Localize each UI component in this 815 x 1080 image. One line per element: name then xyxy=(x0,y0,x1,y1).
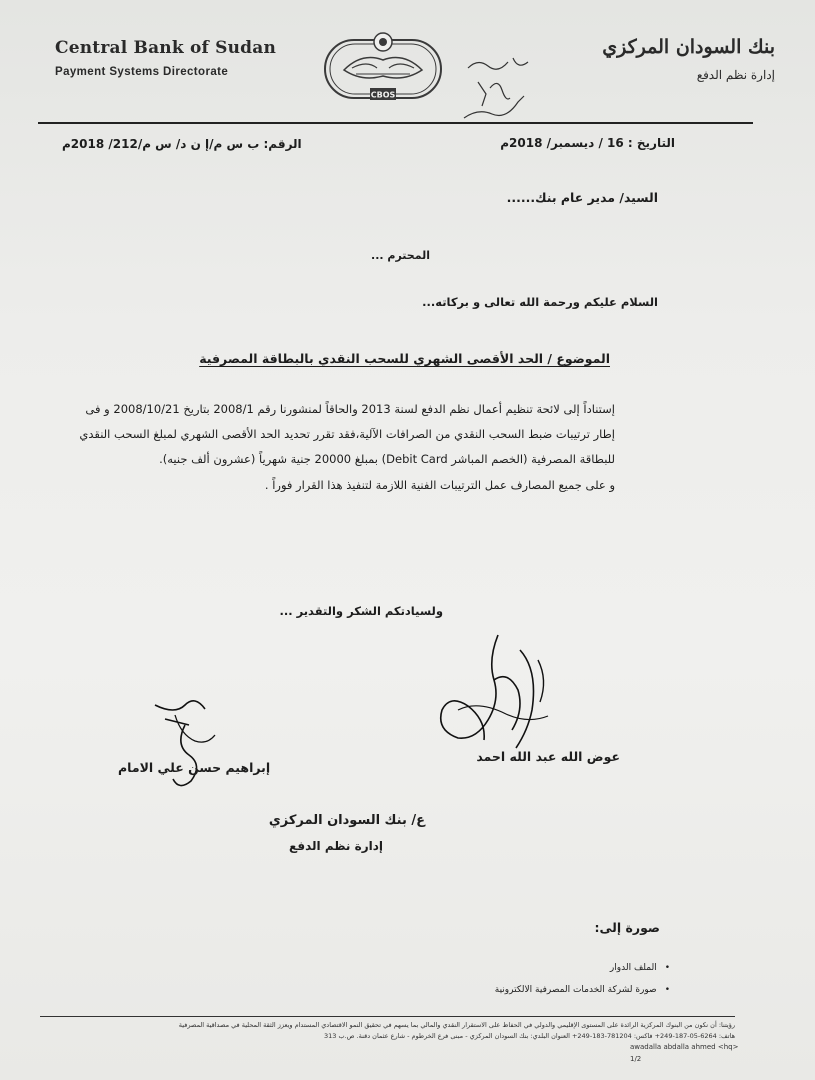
signatory-left-name: إبراهيم حسن علي الامام xyxy=(118,760,271,775)
arabic-title: بنك السودان المركزي xyxy=(602,36,775,58)
signature-left xyxy=(145,695,225,795)
signature-right xyxy=(428,630,563,760)
copy-item-2: • صورة لشركة الخدمات المصرفية الالكترونية xyxy=(495,985,670,995)
copy-item-1: • الملف الدوار xyxy=(610,963,670,973)
english-title: Central Bank of Sudan xyxy=(55,38,277,58)
footer-page-number: 1/2 xyxy=(630,1055,642,1063)
handwritten-routing-note xyxy=(458,48,538,128)
logo-text: CBOS xyxy=(370,90,396,100)
reference-number: الرقم: ب س م/إ ن د/ س م/212/ 2018م xyxy=(62,137,302,151)
copies-heading: صورة إلى: xyxy=(594,920,660,935)
arabic-subtitle: إدارة نظم الدفع xyxy=(696,68,775,82)
signatory-right-name: عوض الله عبد الله احمد xyxy=(476,749,620,764)
header-arabic xyxy=(602,36,775,82)
body-line-3: للبطاقة المصرفية (الخصم المباشر Debit Card) بمبلغ 20000 جنية شهرياً (عشرون ألف جنيه). xyxy=(159,452,615,466)
letter-date: التاريخ : 16 / ديسمبر/ 2018م xyxy=(500,136,675,150)
footer-contacts: هاتف: 6264-05-187-249+ فاكس: 781204-183-249+ العنوان البلدي: بنك السودان المركزي - مبنى فرع الخرطوم - شارع عثمان دقنة. ص.ب 313 xyxy=(324,1032,735,1040)
subject-line: الموضوع / الحد الأقصى الشهري للسحب النقدي بالبطاقة المصرفية xyxy=(199,351,610,366)
central-bank-logo xyxy=(322,30,444,106)
footer-vision: رؤيتنا: أن نكون من البنوك المركزية الرائدة على المستوى الإقليمي والدولي في الحفاظ على الاستقرار النقدي والمالي بما يسهم في تحقيق النمو الاقتصادي المستدام ويعزز الثقة المحلية في مصداقية المصرفية xyxy=(178,1021,735,1029)
addressee: السيد/ مدير عام بنك...... xyxy=(506,190,658,205)
footer-author: awadalla abdalla ahmed <hq> xyxy=(630,1043,739,1051)
header-english xyxy=(55,38,276,78)
english-subtitle: Payment Systems Directorate xyxy=(55,66,229,78)
greeting: السلام عليكم ورحمة الله تعالى و بركاته... xyxy=(422,295,658,309)
body-line-2: إطار ترتيبات ضبط السحب النقدي من الصرافات الآلية،فقد تقرر تحديد الحد الأقصى الشهري لمبلغ السحب النقدي xyxy=(79,427,615,441)
header-rule xyxy=(38,122,753,124)
footer-rule xyxy=(40,1016,735,1017)
on-behalf-line-1: ع/ بنك السودان المركزي xyxy=(268,813,425,828)
body-line-4: و على جميع المصارف عمل الترتيبات الفنية اللازمة لتنفيذ هذا القرار فوراً . xyxy=(264,478,615,492)
closing: ولسيادتكم الشكر والتقدير ... xyxy=(279,604,443,618)
on-behalf-line-2: إدارة نظم الدفع xyxy=(289,839,383,853)
body-line-1: إستناداً إلى لائحة تنظيم أعمال نظم الدفع لسنة 2013 والحاقاً لمنشورنا رقم 2008/1 بتاريخ 2008/10/21 و فى xyxy=(85,402,615,416)
honorific: المحترم ... xyxy=(371,249,430,262)
